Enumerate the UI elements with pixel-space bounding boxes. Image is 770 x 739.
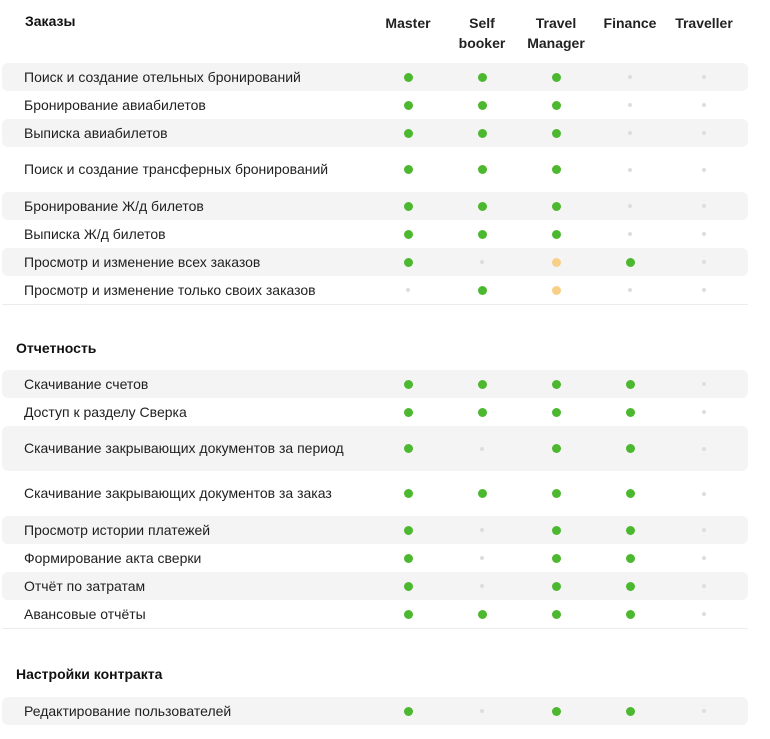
status-dot-yes bbox=[404, 554, 413, 563]
cell-finance bbox=[593, 516, 667, 544]
cell-master bbox=[371, 600, 445, 628]
status-dot-yes bbox=[478, 286, 487, 295]
cell-finance bbox=[593, 697, 667, 725]
section-divider bbox=[2, 628, 748, 629]
status-dot-yes bbox=[552, 129, 561, 138]
cell-master bbox=[371, 119, 445, 147]
cell-travel-manager bbox=[519, 220, 593, 248]
table-row bbox=[2, 426, 748, 471]
status-dot-yes bbox=[478, 380, 487, 389]
status-dot-yes bbox=[552, 101, 561, 110]
status-dot-yes bbox=[626, 707, 635, 716]
status-dot-yes bbox=[552, 526, 561, 535]
column-header-master: Master bbox=[385, 15, 431, 31]
table-row bbox=[2, 119, 748, 147]
cell-traveller bbox=[667, 248, 741, 276]
status-dot-yes bbox=[552, 165, 561, 174]
cell-travel-manager bbox=[519, 192, 593, 220]
cell-master bbox=[371, 697, 445, 725]
section-title-reporting: Отчетность bbox=[16, 340, 97, 356]
cell-self-booker bbox=[445, 248, 519, 276]
status-dot-yes bbox=[626, 526, 635, 535]
cell-traveller bbox=[667, 516, 741, 544]
cell-self-booker bbox=[445, 91, 519, 119]
cell-finance bbox=[593, 426, 667, 471]
cell-traveller bbox=[667, 426, 741, 471]
cell-traveller bbox=[667, 370, 741, 398]
cell-master bbox=[371, 572, 445, 600]
cell-self-booker bbox=[445, 516, 519, 544]
status-dot-yes bbox=[404, 202, 413, 211]
table-row bbox=[2, 276, 748, 304]
row-label: Поиск и создание трансферных бронирований bbox=[24, 161, 329, 177]
cell-master bbox=[371, 516, 445, 544]
cell-finance bbox=[593, 63, 667, 91]
row-label: Скачивание закрывающих документов за период bbox=[24, 440, 344, 456]
cell-finance bbox=[593, 600, 667, 628]
cell-self-booker bbox=[445, 471, 519, 516]
status-dot-no bbox=[480, 528, 484, 532]
cell-travel-manager bbox=[519, 697, 593, 725]
cell-self-booker bbox=[445, 63, 519, 91]
status-dot-no bbox=[480, 556, 484, 560]
status-dot-yes bbox=[552, 489, 561, 498]
status-dot-no bbox=[702, 204, 706, 208]
table-row bbox=[2, 572, 748, 600]
status-dot-yes bbox=[626, 380, 635, 389]
status-dot-no bbox=[702, 447, 706, 451]
cell-finance bbox=[593, 91, 667, 119]
status-dot-no bbox=[702, 75, 706, 79]
status-dot-yes bbox=[626, 408, 635, 417]
cell-traveller bbox=[667, 572, 741, 600]
status-dot-no bbox=[702, 103, 706, 107]
cell-travel-manager bbox=[519, 426, 593, 471]
status-dot-yes bbox=[478, 165, 487, 174]
cell-finance bbox=[593, 248, 667, 276]
column-header-travel-manager-line2: Manager bbox=[527, 35, 585, 51]
cell-finance bbox=[593, 544, 667, 572]
table-row bbox=[2, 91, 748, 119]
cell-travel-manager bbox=[519, 544, 593, 572]
column-header-self-booker bbox=[445, 13, 519, 53]
table-row bbox=[2, 147, 748, 192]
cell-travel-manager bbox=[519, 600, 593, 628]
status-dot-yes bbox=[552, 408, 561, 417]
table-row bbox=[2, 516, 748, 544]
cell-master bbox=[371, 398, 445, 426]
column-header-finance: Finance bbox=[603, 15, 657, 31]
cell-self-booker bbox=[445, 544, 519, 572]
column-header-self-booker-line2: booker bbox=[458, 35, 506, 51]
cell-travel-manager bbox=[519, 147, 593, 192]
cell-finance bbox=[593, 471, 667, 516]
section-table-reporting bbox=[2, 370, 748, 629]
status-dot-yes bbox=[404, 258, 413, 267]
cell-traveller bbox=[667, 544, 741, 572]
cell-self-booker bbox=[445, 370, 519, 398]
cell-master bbox=[371, 220, 445, 248]
table-row bbox=[2, 370, 748, 398]
status-dot-no bbox=[628, 204, 632, 208]
status-dot-no bbox=[628, 288, 632, 292]
cell-travel-manager bbox=[519, 398, 593, 426]
cell-travel-manager bbox=[519, 370, 593, 398]
row-label: Поиск и создание отельных бронирований bbox=[24, 68, 301, 85]
status-dot-no bbox=[628, 232, 632, 236]
table-row bbox=[2, 63, 748, 91]
cell-self-booker bbox=[445, 220, 519, 248]
column-header-travel-manager bbox=[519, 13, 593, 53]
status-dot-no bbox=[702, 260, 706, 264]
row-label: Формирование акта сверки bbox=[24, 549, 202, 566]
cell-master bbox=[371, 426, 445, 471]
table-row bbox=[2, 192, 748, 220]
cell-self-booker bbox=[445, 119, 519, 147]
status-dot-partial bbox=[552, 286, 561, 295]
status-dot-no bbox=[628, 168, 632, 172]
cell-traveller bbox=[667, 119, 741, 147]
status-dot-yes bbox=[626, 582, 635, 591]
status-dot-no bbox=[702, 232, 706, 236]
status-dot-yes bbox=[404, 707, 413, 716]
status-dot-yes bbox=[626, 444, 635, 453]
cell-traveller bbox=[667, 600, 741, 628]
status-dot-yes bbox=[478, 129, 487, 138]
status-dot-no bbox=[702, 410, 706, 414]
status-dot-no bbox=[628, 131, 632, 135]
status-dot-no bbox=[702, 528, 706, 532]
cell-travel-manager bbox=[519, 119, 593, 147]
status-dot-yes bbox=[404, 444, 413, 453]
status-dot-yes bbox=[626, 554, 635, 563]
column-header-travel-manager-line1: Travel bbox=[535, 15, 577, 31]
row-label: Выписка Ж/д билетов bbox=[24, 225, 166, 242]
cell-travel-manager bbox=[519, 248, 593, 276]
column-header-traveller: Traveller bbox=[675, 15, 733, 31]
status-dot-partial bbox=[552, 258, 561, 267]
cell-self-booker bbox=[445, 398, 519, 426]
cell-travel-manager bbox=[519, 276, 593, 304]
cell-master bbox=[371, 276, 445, 304]
cell-finance bbox=[593, 398, 667, 426]
section-divider bbox=[2, 304, 748, 305]
row-label: Отчёт по затратам bbox=[24, 577, 146, 594]
row-label: Выписка авиабилетов bbox=[24, 124, 168, 141]
cell-traveller bbox=[667, 63, 741, 91]
cell-finance bbox=[593, 572, 667, 600]
status-dot-yes bbox=[404, 582, 413, 591]
cell-finance bbox=[593, 220, 667, 248]
status-dot-yes bbox=[404, 610, 413, 619]
status-dot-no bbox=[702, 131, 706, 135]
row-label: Доступ к разделу Сверка bbox=[24, 403, 187, 420]
status-dot-no bbox=[480, 447, 484, 451]
status-dot-no bbox=[480, 584, 484, 588]
status-dot-yes bbox=[404, 129, 413, 138]
status-dot-no bbox=[702, 382, 706, 386]
section-table-orders bbox=[2, 63, 748, 305]
status-dot-no bbox=[628, 75, 632, 79]
section-title-orders: Заказы bbox=[25, 13, 76, 29]
status-dot-yes bbox=[552, 73, 561, 82]
cell-finance bbox=[593, 119, 667, 147]
cell-traveller bbox=[667, 220, 741, 248]
cell-finance bbox=[593, 192, 667, 220]
table-row bbox=[2, 248, 748, 276]
status-dot-yes bbox=[478, 408, 487, 417]
status-dot-yes bbox=[552, 610, 561, 619]
cell-self-booker bbox=[445, 147, 519, 192]
status-dot-yes bbox=[552, 444, 561, 453]
status-dot-no bbox=[480, 709, 484, 713]
status-dot-yes bbox=[478, 101, 487, 110]
row-label: Просмотр и изменение только своих заказов bbox=[24, 281, 316, 298]
status-dot-yes bbox=[478, 230, 487, 239]
status-dot-yes bbox=[552, 582, 561, 591]
row-label: Авансовые отчёты bbox=[24, 605, 146, 622]
section-title-contract-settings: Настройки контракта bbox=[16, 666, 163, 682]
cell-self-booker bbox=[445, 426, 519, 471]
status-dot-yes bbox=[478, 202, 487, 211]
status-dot-no bbox=[480, 260, 484, 264]
status-dot-yes bbox=[404, 526, 413, 535]
cell-travel-manager bbox=[519, 63, 593, 91]
status-dot-yes bbox=[626, 610, 635, 619]
status-dot-yes bbox=[552, 202, 561, 211]
status-dot-yes bbox=[552, 707, 561, 716]
cell-finance bbox=[593, 370, 667, 398]
table-row bbox=[2, 471, 748, 516]
status-dot-yes bbox=[404, 408, 413, 417]
cell-master bbox=[371, 147, 445, 192]
status-dot-yes bbox=[404, 380, 413, 389]
cell-finance bbox=[593, 276, 667, 304]
table-row bbox=[2, 544, 748, 572]
row-label: Просмотр истории платежей bbox=[24, 521, 211, 538]
cell-self-booker bbox=[445, 192, 519, 220]
cell-traveller bbox=[667, 276, 741, 304]
table-row bbox=[2, 220, 748, 248]
cell-traveller bbox=[667, 147, 741, 192]
cell-master bbox=[371, 248, 445, 276]
status-dot-no bbox=[702, 288, 706, 292]
cell-master bbox=[371, 471, 445, 516]
cell-master bbox=[371, 63, 445, 91]
status-dot-no bbox=[702, 168, 706, 172]
cell-travel-manager bbox=[519, 572, 593, 600]
cell-master bbox=[371, 544, 445, 572]
status-dot-yes bbox=[552, 230, 561, 239]
cell-travel-manager bbox=[519, 91, 593, 119]
cell-self-booker bbox=[445, 572, 519, 600]
status-dot-no bbox=[702, 492, 706, 496]
status-dot-no bbox=[702, 556, 706, 560]
status-dot-no bbox=[406, 288, 410, 292]
cell-travel-manager bbox=[519, 516, 593, 544]
status-dot-no bbox=[702, 584, 706, 588]
status-dot-yes bbox=[478, 610, 487, 619]
status-dot-yes bbox=[552, 554, 561, 563]
table-row bbox=[2, 398, 748, 426]
cell-traveller bbox=[667, 471, 741, 516]
table-row bbox=[2, 697, 748, 725]
cell-self-booker bbox=[445, 697, 519, 725]
row-label: Бронирование Ж/д билетов bbox=[24, 197, 204, 214]
status-dot-yes bbox=[404, 73, 413, 82]
status-dot-yes bbox=[552, 380, 561, 389]
row-label: Просмотр и изменение всех заказов bbox=[24, 253, 261, 270]
cell-finance bbox=[593, 147, 667, 192]
cell-traveller bbox=[667, 398, 741, 426]
status-dot-yes bbox=[404, 230, 413, 239]
section-table-contract-settings bbox=[2, 697, 748, 725]
cell-master bbox=[371, 192, 445, 220]
cell-master bbox=[371, 91, 445, 119]
row-label: Бронирование авиабилетов bbox=[24, 96, 206, 113]
status-dot-yes bbox=[404, 165, 413, 174]
status-dot-no bbox=[702, 612, 706, 616]
status-dot-no bbox=[628, 103, 632, 107]
status-dot-yes bbox=[478, 489, 487, 498]
cell-traveller bbox=[667, 91, 741, 119]
cell-traveller bbox=[667, 192, 741, 220]
status-dot-no bbox=[702, 709, 706, 713]
row-label: Редактирование пользователей bbox=[24, 702, 232, 719]
status-dot-yes bbox=[404, 101, 413, 110]
cell-self-booker bbox=[445, 276, 519, 304]
status-dot-yes bbox=[626, 489, 635, 498]
row-label: Скачивание закрывающих документов за заказ bbox=[24, 485, 332, 501]
status-dot-yes bbox=[478, 73, 487, 82]
table-row bbox=[2, 600, 748, 628]
cell-master bbox=[371, 370, 445, 398]
row-label: Скачивание счетов bbox=[24, 375, 149, 392]
status-dot-yes bbox=[404, 489, 413, 498]
cell-travel-manager bbox=[519, 471, 593, 516]
column-header-self-booker-line1: Self bbox=[469, 15, 495, 31]
cell-traveller bbox=[667, 697, 741, 725]
cell-self-booker bbox=[445, 600, 519, 628]
status-dot-yes bbox=[626, 258, 635, 267]
